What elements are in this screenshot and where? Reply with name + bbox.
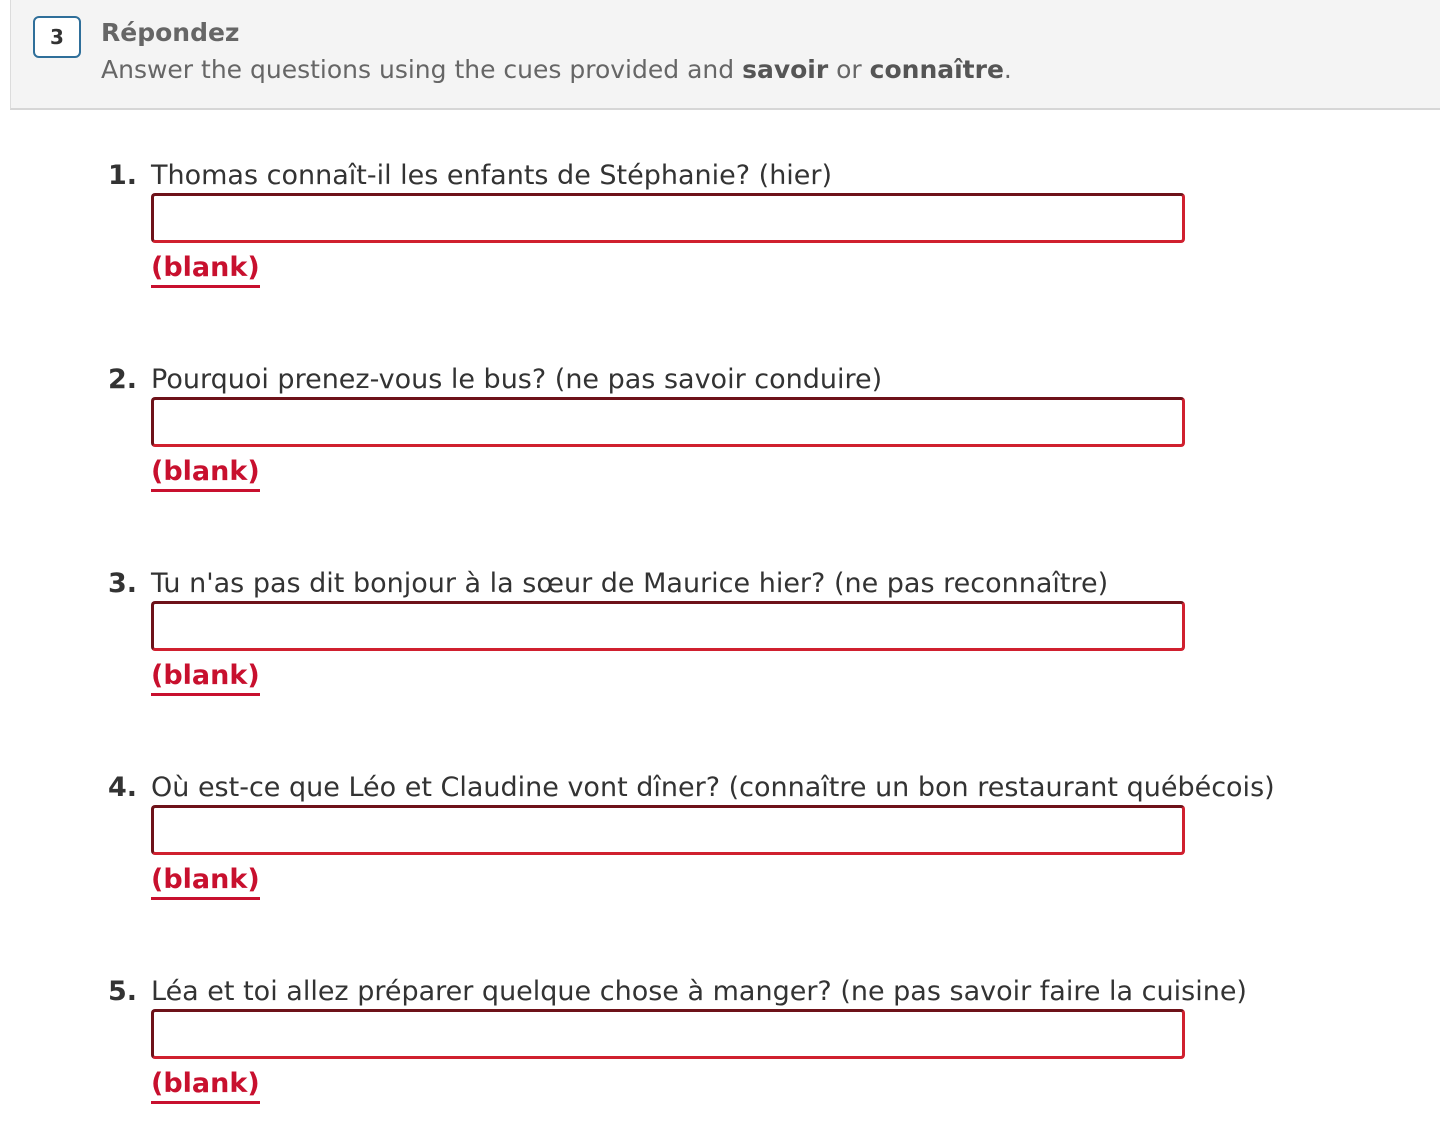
question-number: 1. — [108, 160, 138, 191]
question-prompt: Pourquoi prenez-vous le bus? (ne pas savoir conduire) — [151, 364, 883, 395]
answer-input[interactable] — [151, 193, 1185, 243]
blank-status-label: (blank) — [151, 1068, 260, 1104]
question-number: 3. — [108, 568, 138, 599]
question-prompt: Tu n'as pas dit bonjour à la sœur de Maurice hier? (ne pas reconnaître) — [151, 568, 1109, 599]
answer-input[interactable] — [151, 601, 1185, 651]
question-prompt: Thomas connaît-il les enfants de Stéphanie? (hier) — [151, 160, 833, 191]
instructions-text-prefix: Answer the questions using the cues provided and — [101, 55, 743, 84]
question-prompt: Léa et toi allez préparer quelque chose à manger? (ne pas savoir faire la cuisine) — [151, 976, 1247, 1007]
question-number: 4. — [108, 772, 138, 803]
step-number-badge: 3 — [33, 16, 81, 58]
blank-status-label: (blank) — [151, 660, 260, 696]
answer-input[interactable] — [151, 397, 1185, 447]
keyword-connaitre: connaître — [869, 55, 1004, 84]
blank-status-label: (blank) — [151, 252, 260, 288]
instructions-text-suffix: . — [1003, 55, 1012, 84]
question-number: 5. — [108, 976, 138, 1007]
answer-input[interactable] — [151, 805, 1185, 855]
blank-status-label: (blank) — [151, 864, 260, 900]
section-title: Répondez — [101, 18, 240, 47]
keyword-savoir: savoir — [742, 55, 829, 84]
instructions-text-mid: or — [828, 55, 870, 84]
answer-input[interactable] — [151, 1009, 1185, 1059]
instructions-panel — [10, 0, 1440, 110]
section-instructions — [101, 55, 1012, 84]
question-number: 2. — [108, 364, 138, 395]
question-prompt: Où est-ce que Léo et Claudine vont dîner? (connaître un bon restaurant québécois) — [151, 772, 1275, 803]
blank-status-label: (blank) — [151, 456, 260, 492]
